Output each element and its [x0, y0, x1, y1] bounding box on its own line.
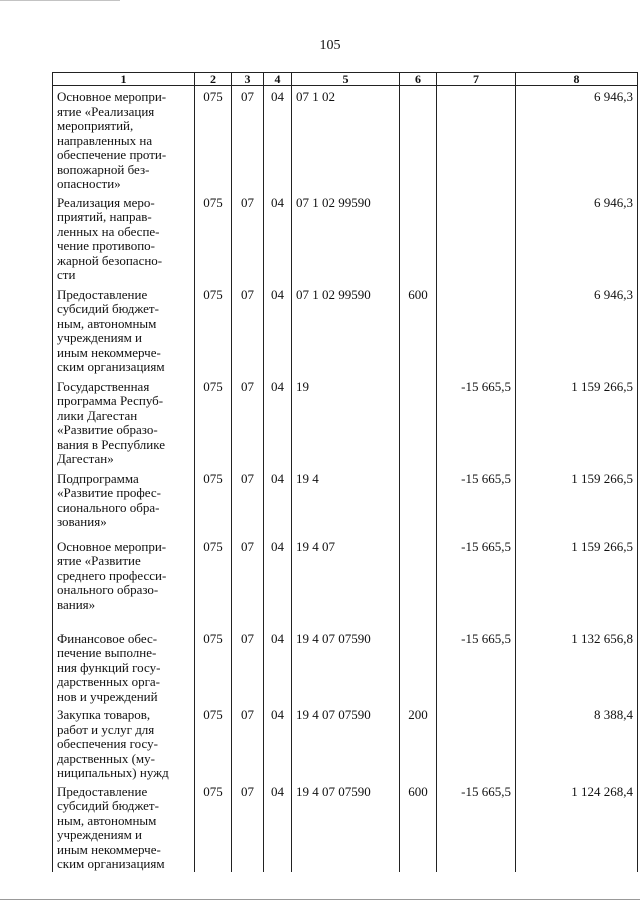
csr-cell: 19 4 07 07590 — [292, 781, 400, 872]
pr-cell: 04 — [264, 468, 292, 536]
csr-cell: 19 4 — [292, 468, 400, 536]
table-row — [53, 86, 638, 192]
vr-cell — [400, 628, 437, 705]
pr-cell: 04 — [264, 86, 292, 192]
pr-cell: 04 — [264, 704, 292, 781]
page-number: 105 — [319, 38, 341, 53]
column-header: 6 — [400, 73, 437, 86]
change-amount-cell: -15 665,5 — [437, 628, 516, 705]
change-amount-cell — [437, 284, 516, 376]
total-amount-cell: 1 159 266,5 — [516, 376, 638, 468]
change-amount-cell — [437, 704, 516, 781]
total-amount-cell: 1 159 266,5 — [516, 536, 638, 628]
total-amount-cell: 1 132 656,8 — [516, 628, 638, 705]
csr-cell: 19 4 07 — [292, 536, 400, 628]
rz-cell: 07 — [232, 192, 264, 284]
csr-cell: 19 4 07 07590 — [292, 704, 400, 781]
pr-cell: 04 — [264, 536, 292, 628]
column-header: 4 — [264, 73, 292, 86]
column-header: 1 — [53, 73, 195, 86]
rz-cell: 07 — [232, 536, 264, 628]
vr-cell: 600 — [400, 781, 437, 872]
row-name-cell: Финансовое обес- печение выполне- ния функций госу- дарственных орга- нов и учреждений — [53, 628, 195, 705]
gr-cell: 075 — [195, 468, 232, 536]
rz-cell: 07 — [232, 376, 264, 468]
rz-cell: 07 — [232, 284, 264, 376]
gr-cell: 075 — [195, 781, 232, 872]
pr-cell: 04 — [264, 781, 292, 872]
change-amount-cell: -15 665,5 — [437, 468, 516, 536]
column-header: 3 — [232, 73, 264, 86]
rz-cell: 07 — [232, 704, 264, 781]
total-amount-cell: 6 946,3 — [516, 284, 638, 376]
vr-cell — [400, 376, 437, 468]
csr-cell: 19 — [292, 376, 400, 468]
table-header-row — [53, 73, 638, 86]
vr-cell — [400, 468, 437, 536]
scan-artifact-top — [0, 0, 120, 5]
row-name-cell: Предоставление субсидий бюджет- ным, автономным учреждениям и иным некоммерче- ским организациям — [53, 284, 195, 376]
total-amount-cell: 1 124 268,4 — [516, 781, 638, 872]
row-name-cell: Реализация меро- приятий, направ- ленных на обеспе- чение противопо- жарной безопасно- сти — [53, 192, 195, 284]
change-amount-cell — [437, 192, 516, 284]
pr-cell: 04 — [264, 628, 292, 705]
rz-cell: 07 — [232, 781, 264, 872]
table-row — [53, 376, 638, 468]
row-name-cell: Закупка товаров, работ и услуг для обеспечения госу- дарственных (му- ниципальных) нужд — [53, 704, 195, 781]
table-row — [53, 536, 638, 628]
rz-cell: 07 — [232, 86, 264, 192]
rz-cell: 07 — [232, 468, 264, 536]
column-header: 5 — [292, 73, 400, 86]
gr-cell: 075 — [195, 284, 232, 376]
vr-cell: 600 — [400, 284, 437, 376]
vr-cell — [400, 536, 437, 628]
row-name-cell: Предоставление субсидий бюджет- ным, автономным учреждениям и иным некоммерче- ским организациям — [53, 781, 195, 872]
table-row — [53, 284, 638, 376]
gr-cell: 075 — [195, 536, 232, 628]
vr-cell — [400, 86, 437, 192]
change-amount-cell — [437, 86, 516, 192]
total-amount-cell: 8 388,4 — [516, 704, 638, 781]
csr-cell: 07 1 02 99590 — [292, 192, 400, 284]
column-header: 8 — [516, 73, 638, 86]
gr-cell: 075 — [195, 192, 232, 284]
scan-edge-bottom — [0, 899, 640, 900]
table-row — [53, 704, 638, 781]
change-amount-cell: -15 665,5 — [437, 376, 516, 468]
row-name-cell: Подпрограмма «Развитие профес- сионального обра- зования» — [53, 468, 195, 536]
change-amount-cell: -15 665,5 — [437, 536, 516, 628]
total-amount-cell: 6 946,3 — [516, 86, 638, 192]
column-header: 7 — [437, 73, 516, 86]
total-amount-cell: 6 946,3 — [516, 192, 638, 284]
change-amount-cell: -15 665,5 — [437, 781, 516, 872]
table-row — [53, 468, 638, 536]
table-row — [53, 192, 638, 284]
gr-cell: 075 — [195, 628, 232, 705]
table-row — [53, 628, 638, 705]
pr-cell: 04 — [264, 284, 292, 376]
column-header: 2 — [195, 73, 232, 86]
row-name-cell: Основное меропри- ятие «Развитие среднего професси- онального образо- вания» — [53, 536, 195, 628]
vr-cell: 200 — [400, 704, 437, 781]
row-name-cell: Основное меропри- ятие «Реализация мероприятий, направленных на обеспечение проти- вопожарной без- опасности» — [53, 86, 195, 192]
csr-cell: 07 1 02 99590 — [292, 284, 400, 376]
csr-cell: 19 4 07 07590 — [292, 628, 400, 705]
budget-table — [52, 72, 638, 872]
pr-cell: 04 — [264, 192, 292, 284]
pr-cell: 04 — [264, 376, 292, 468]
rz-cell: 07 — [232, 628, 264, 705]
vr-cell — [400, 192, 437, 284]
row-name-cell: Государственная программа Респуб- лики Дагестан «Развитие образо- вания в Республике Дагестан» — [53, 376, 195, 468]
gr-cell: 075 — [195, 86, 232, 192]
csr-cell: 07 1 02 — [292, 86, 400, 192]
gr-cell: 075 — [195, 376, 232, 468]
gr-cell: 075 — [195, 704, 232, 781]
table-row — [53, 781, 638, 872]
total-amount-cell: 1 159 266,5 — [516, 468, 638, 536]
